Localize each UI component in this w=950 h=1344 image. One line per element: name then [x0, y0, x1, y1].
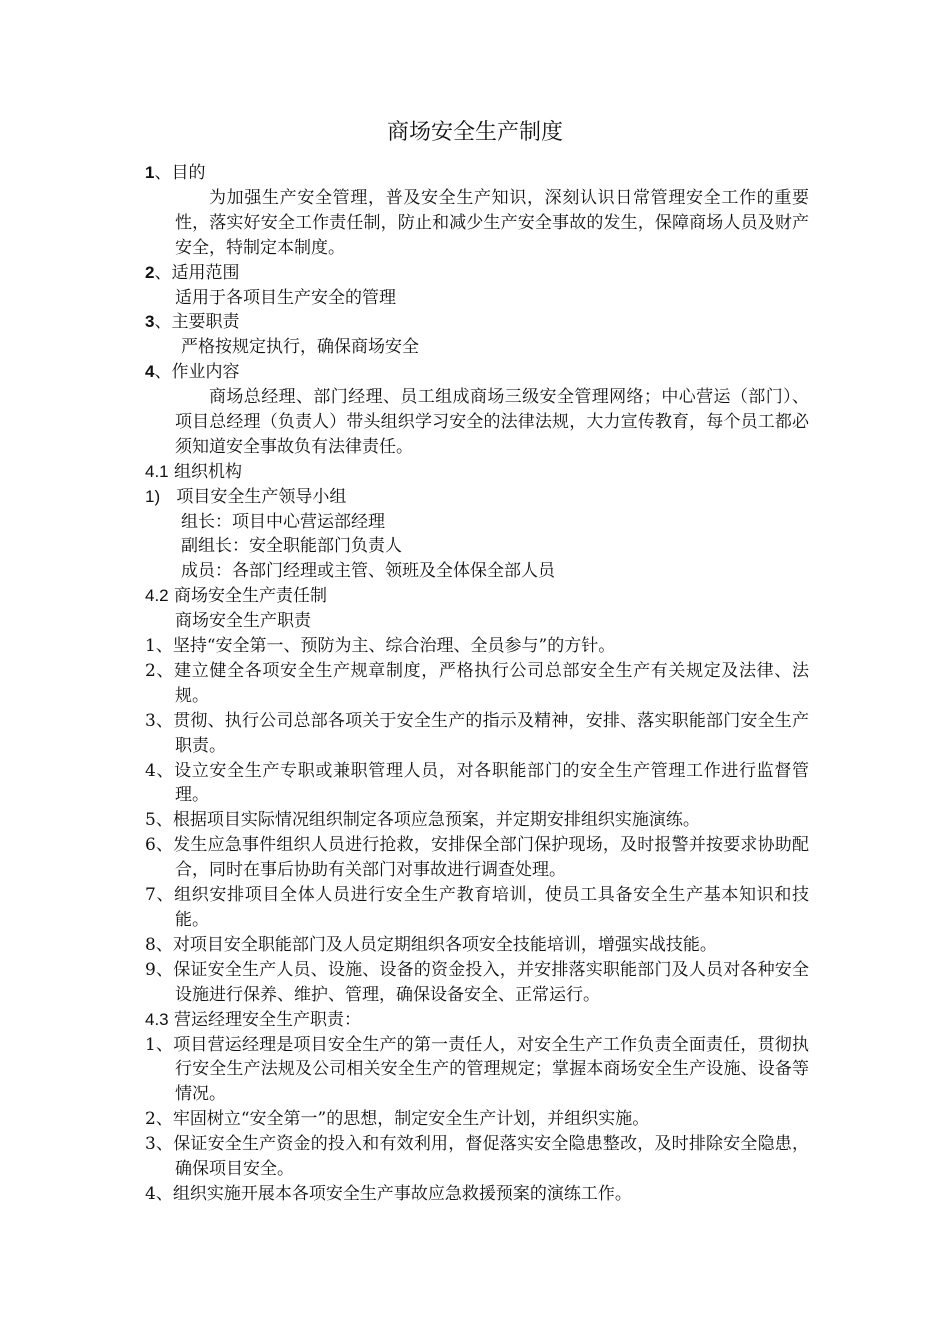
list-item: 4、设立安全生产专职或兼职管理人员，对各职能部门的安全生产管理工作进行监督管理。: [145, 760, 809, 806]
document-body: [145, 161, 809, 1207]
section-heading: 组织机构: [174, 461, 243, 482]
section-separator: 、: [154, 163, 172, 183]
group-leader: 组长：项目中心营运部经理: [181, 511, 385, 532]
list-item: 8、对项目安全职能部门及人员定期组织各项安全技能培训，增强实战技能。: [145, 934, 717, 955]
section-number: 4.2: [145, 586, 169, 606]
subsection-title: 商场安全生产职责: [175, 611, 311, 632]
section-1-heading: [145, 161, 809, 186]
section-4-3-heading: [145, 1008, 809, 1033]
section-separator: 、: [154, 362, 172, 383]
section-separator: 、: [154, 312, 172, 333]
section-3-heading: [145, 310, 809, 335]
section-separator: 、: [154, 262, 172, 283]
section-4-2-heading: [145, 584, 809, 609]
section-number: 4.3: [145, 1009, 169, 1029]
subsection-title: 项目安全生产领导小组: [176, 486, 347, 507]
section-number: 2: [145, 262, 155, 282]
section-3-text: 严格按规定执行，确保商场安全: [181, 337, 419, 358]
list-item: 9、保证安全生产人员、设施、设备的资金投入，并安排落实职能部门及人员对各种安全设施进行保养、维护、管理，确保设备安全、正常运行。: [145, 959, 809, 1005]
list-item: 2、牢固树立“安全第一”的思想，制定安全生产计划，并组织实施。: [145, 1109, 650, 1130]
group-members: 成员：各部门经理或主管、领班及全体保全部人员: [181, 561, 555, 582]
list-item: 3、贯彻、执行公司总部各项关于安全生产的指示及精神，安排、落实职能部门安全生产职责。: [145, 710, 809, 756]
section-2-text: 适用于各项目生产安全的管理: [175, 287, 396, 308]
list-item: 6、发生应急事件组织人员进行抢救，安排保全部门保护现场，及时报警并按要求协助配合，同时在事后协助有关部门对事故进行调查处理。: [145, 835, 809, 881]
list-item: 2、建立健全各项安全生产规章制度，严格执行公司总部安全生产有关规定及法律、法规。: [145, 660, 809, 706]
section-2-heading: [145, 261, 809, 286]
section-heading: 主要职责: [171, 312, 240, 333]
list-item: 1、项目营运经理是项目安全生产的第一责任人，对安全生产工作负责全面责任，贯彻执行安全生产法规及公司相关安全生产的管理规定；掌握本商场安全生产设施、设备等情况。: [145, 1034, 809, 1105]
document-title: 商场安全生产制度: [386, 120, 563, 145]
list-item: 5、根据项目实际情况组织制定各项应急预案，并定期安排组织实施演练。: [145, 810, 700, 831]
subsection-number: 1): [145, 486, 161, 506]
list-item: 3、保证安全生产资金的投入和有效利用，督促落实安全隐患整改，及时排除安全隐患，确保项目安全。: [145, 1134, 809, 1180]
section-heading: 目的: [171, 163, 206, 183]
subsection-heading: [145, 485, 809, 510]
section-heading: 适用范围: [171, 262, 240, 283]
section-number: 3: [145, 312, 155, 332]
section-1-paragraph: 为加强生产安全管理，普及安全生产知识，深刻认识日常管理安全工作的重要性，落实好安全工作责任制，防止和减少生产安全事故的发生，保障商场人员及财产安全，特制定本制度。: [175, 187, 809, 258]
section-number: 1: [145, 163, 155, 182]
section-heading: 作业内容: [171, 362, 240, 383]
section-heading: 商场安全生产责任制: [174, 586, 328, 607]
section-4-1-heading: [145, 460, 809, 485]
section-heading: 营运经理安全生产职责：: [174, 1009, 362, 1030]
list-item: 4、组织实施开展本各项安全生产事故应急救援预案的演练工作。: [145, 1183, 632, 1204]
list-item: 1、坚持“安全第一、预防为主、综合治理、全员参与”的方针。: [145, 636, 616, 657]
section-number: 4: [145, 362, 155, 382]
section-number: 4.1: [145, 461, 169, 481]
list-item: 7、组织安排项目全体人员进行安全生产教育培训，使员工具备安全生产基本知识和技能。: [145, 885, 809, 930]
group-deputy: 副组长：安全职能部门负责人: [181, 536, 402, 557]
section-4-paragraph: 商场总经理、部门经理、员工组成商场三级安全管理网络；中心营运（部门）、项目总经理（负责人）带头组织学习安全的法律法规，大力宣传教育，每个员工都必须知道安全事故负有法律责任。: [175, 387, 809, 457]
section-4-heading: [145, 360, 809, 385]
